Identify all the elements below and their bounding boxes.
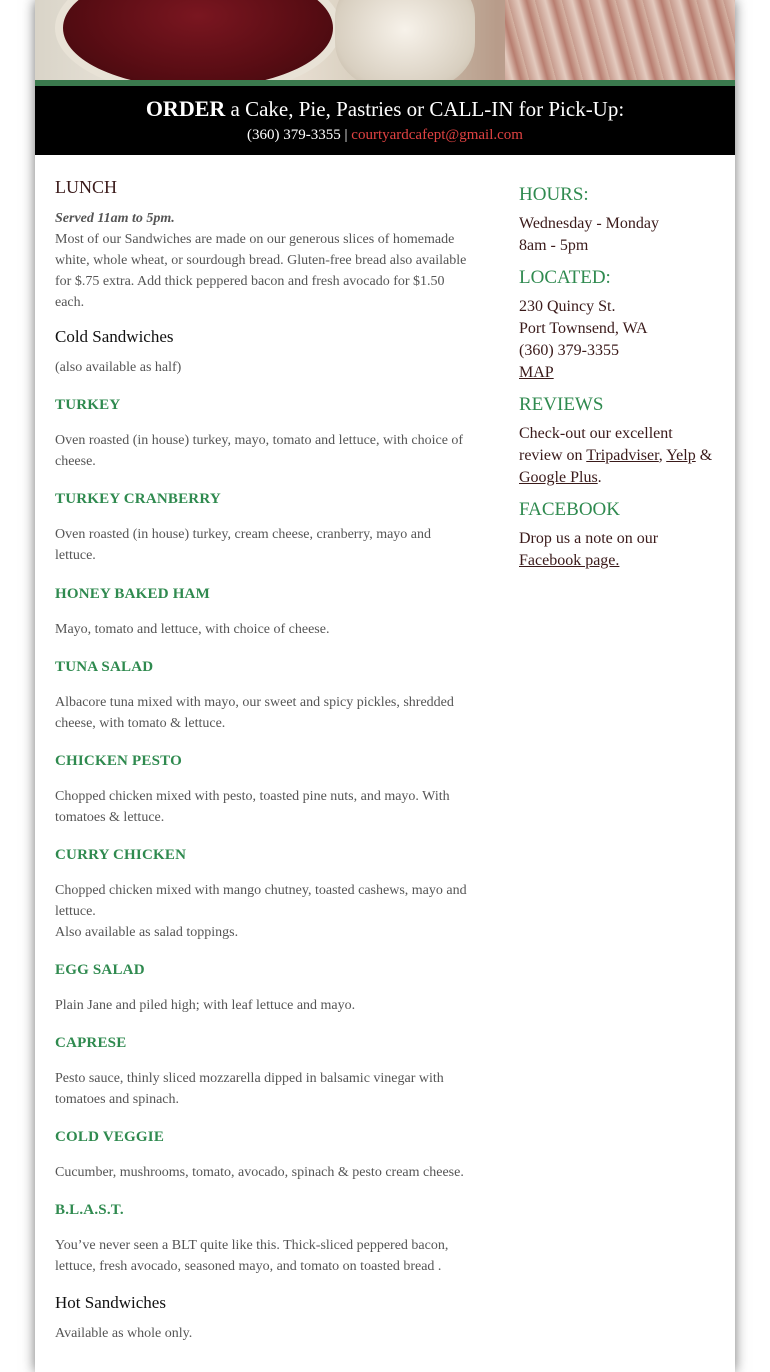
banner-email-link[interactable]: courtyardcafept@gmail.com xyxy=(351,127,523,143)
cold-sandwich-list xyxy=(55,395,470,1277)
item-name: COLD VEGGIE xyxy=(55,1129,165,1145)
item-description: Chopped chicken mixed with mango chutney, toasted cashews, mayo and lettuce. xyxy=(55,883,467,919)
reviews-intro: Check-out our excellent review on xyxy=(519,425,673,464)
order-rest: a Cake, Pie, Pastries or CALL-IN for Pick-Up: xyxy=(225,97,625,121)
reviews-amp: & xyxy=(695,447,713,464)
address-street: 230 Quincy St. xyxy=(519,298,616,315)
hours-days: Wednesday - Monday xyxy=(519,215,660,232)
list-item xyxy=(55,845,470,943)
location-phone: (360) 379-3355 xyxy=(519,342,619,359)
address-city: Port Townsend, WA xyxy=(519,320,648,337)
banner-phone: (360) 379-3355 xyxy=(247,127,341,143)
list-item xyxy=(55,584,470,640)
item-description: Chopped chicken mixed with pesto, toasted pine nuts, and mayo. With tomatoes & lettuce. xyxy=(55,789,450,825)
list-item xyxy=(55,489,470,566)
lunch-menu xyxy=(55,170,470,1344)
list-item xyxy=(55,1127,470,1183)
item-name: TURKEY xyxy=(55,397,121,413)
served-hours: Served 11am to 5pm. xyxy=(55,211,175,226)
hot-sandwiches-title: Hot Sandwiches xyxy=(55,1293,166,1312)
item-name: CAPRESE xyxy=(55,1035,127,1051)
item-name: B.L.A.S.T. xyxy=(55,1202,124,1218)
order-banner xyxy=(35,86,735,155)
map-link-wrap xyxy=(519,362,719,384)
lunch-title: LUNCH xyxy=(55,177,117,197)
facebook-intro: Drop us a note on our xyxy=(519,530,659,547)
item-description: Oven roasted (in house) turkey, mayo, tomato and lettuce, with choice of cheese. xyxy=(55,433,464,469)
facebook-text xyxy=(519,528,719,572)
google-plus-link[interactable]: Google Plus xyxy=(519,469,598,486)
hours-time: 8am - 5pm xyxy=(519,237,589,254)
item-description: You’ve never seen a BLT quite like this. Thick-sliced peppered bacon, lettuce, fresh avocado, seasoned mayo, and tomato on toasted bread . xyxy=(55,1238,449,1274)
order-headline xyxy=(35,96,735,122)
page-container xyxy=(35,0,735,1372)
list-item xyxy=(55,395,470,472)
reviews-heading: REVIEWS xyxy=(519,394,604,415)
list-item xyxy=(55,1033,470,1110)
hero-sauce-bowl xyxy=(55,0,341,82)
hero-plate xyxy=(335,0,475,82)
hot-sandwiches-note: Available as whole only. xyxy=(55,1326,193,1341)
list-item xyxy=(55,960,470,1016)
item-name: EGG SALAD xyxy=(55,962,145,978)
item-description: Oven roasted (in house) turkey, cream cheese, cranberry, mayo and lettuce. xyxy=(55,527,432,563)
contact-line xyxy=(35,125,735,145)
facebook-heading: FACEBOOK xyxy=(519,499,620,520)
item-name: CURRY CHICKEN xyxy=(55,847,187,863)
reviews-period: . xyxy=(597,469,602,486)
tripadvisor-link[interactable]: Tripadviser xyxy=(586,447,659,464)
item-name: HONEY BAKED HAM xyxy=(55,586,210,602)
item-name: TUNA SALAD xyxy=(55,659,154,675)
list-item xyxy=(55,657,470,734)
item-name: CHICKEN PESTO xyxy=(55,753,182,769)
item-description: Pesto sauce, thinly sliced mozzarella dipped in balsamic vinegar with tomatoes and spinach. xyxy=(55,1071,444,1107)
reviews-text xyxy=(519,423,719,489)
reviews-comma: , xyxy=(658,447,667,464)
order-strong: ORDER xyxy=(145,96,226,121)
list-item xyxy=(55,1200,470,1277)
item-extra-note: Also available as salad toppings. xyxy=(55,925,239,940)
cold-sandwiches-note: (also available as half) xyxy=(55,360,182,375)
located-heading: LOCATED: xyxy=(519,267,611,288)
item-description: Albacore tuna mixed with mayo, our sweet and spicy pickles, shredded cheese, with tomato & lettuce. xyxy=(55,695,454,731)
item-description: Cucumber, mushrooms, tomato, avocado, spinach & pesto cream cheese. xyxy=(55,1165,464,1180)
yelp-link[interactable]: Yelp xyxy=(666,447,696,464)
cold-sandwiches-title: Cold Sandwiches xyxy=(55,327,174,346)
info-sidebar xyxy=(519,180,719,572)
hero-food-image xyxy=(35,0,735,82)
item-description: Mayo, tomato and lettuce, with choice of cheese. xyxy=(55,622,330,637)
lunch-intro: Most of our Sandwiches are made on our generous slices of homemade white, whole wheat, or sourdough bread. Gluten-free bread also available for $.75 extra. Add thick peppered bacon and fresh avocado for $1.50 each. xyxy=(55,232,467,310)
banner-separator: | xyxy=(340,127,352,143)
facebook-link[interactable]: Facebook page. xyxy=(519,552,620,569)
item-description: Plain Jane and piled high; with leaf lettuce and mayo. xyxy=(55,998,356,1013)
hero-sandwich xyxy=(505,0,735,82)
map-link[interactable]: MAP xyxy=(519,364,554,381)
hours-heading: HOURS: xyxy=(519,184,589,205)
list-item xyxy=(55,751,470,828)
item-name: TURKEY CRANBERRY xyxy=(55,491,221,507)
